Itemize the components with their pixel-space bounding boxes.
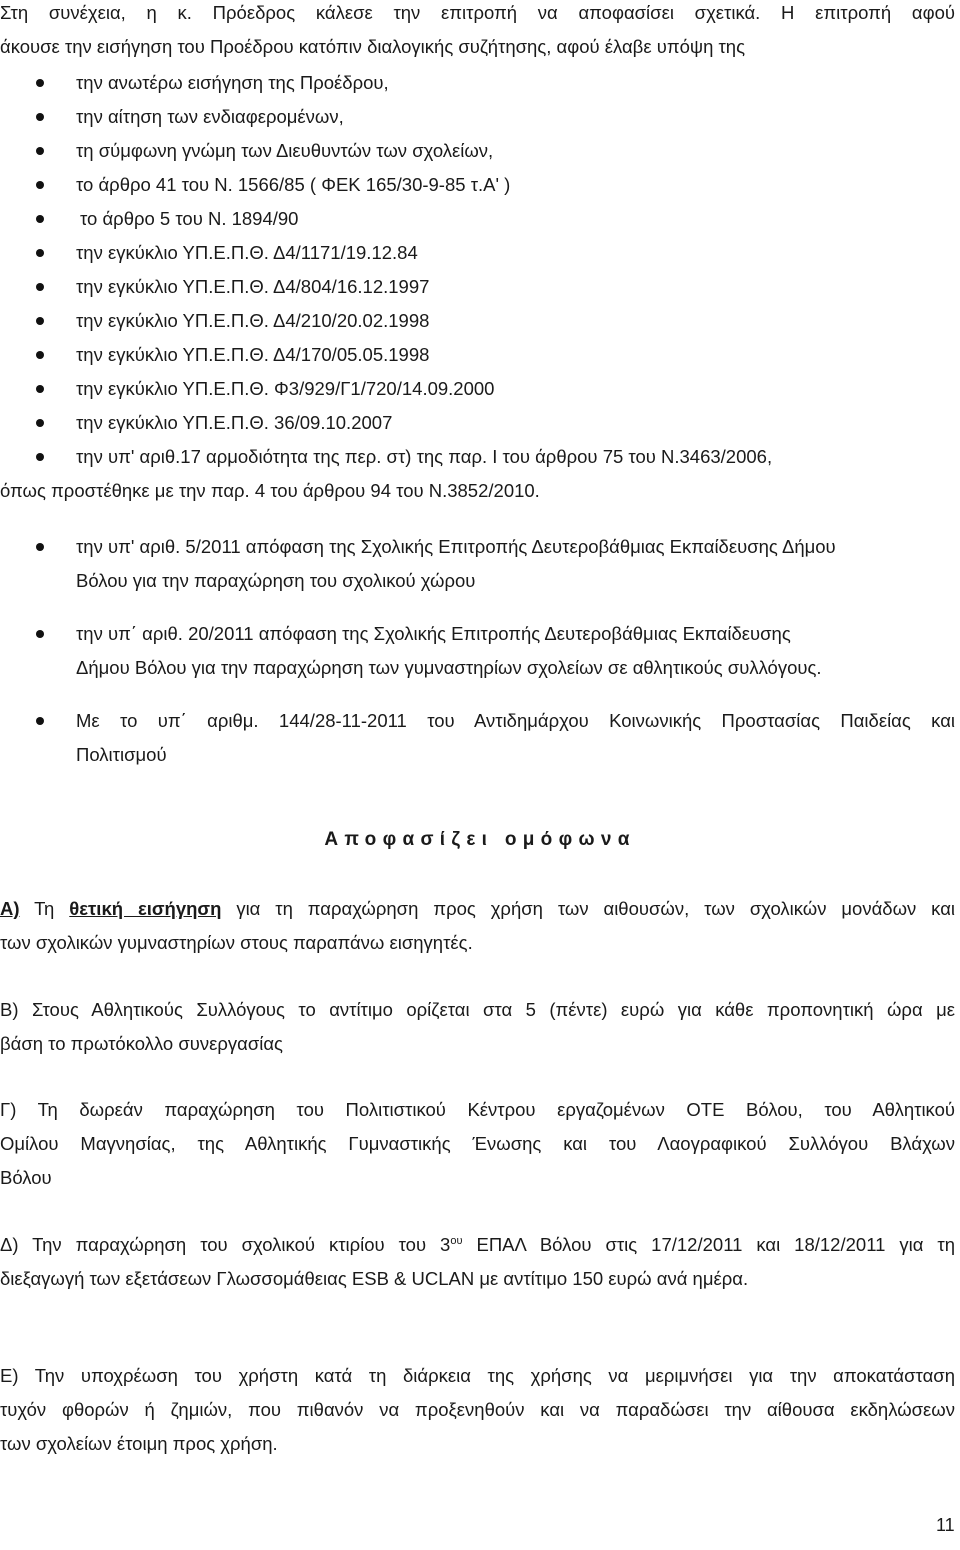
list-item-text: την ανωτέρω εισήγηση της Προέδρου, (76, 72, 389, 93)
decision-e-line-2: τυχόν φθορών ή ζημιών, που πιθανόν να προξενηθούν και να παραδώσει την αίθουσα εκδηλώσεων (0, 1399, 955, 1420)
decision-b-line-2: βάση το πρωτόκολλο συνεργασίας (0, 1033, 283, 1054)
intro-line-1: Στη συνέχεια, η κ. Πρόεδρος κάλεσε την επιτροπή να αποφασίσει σχετικά. Η επιτροπή αφού (0, 2, 955, 23)
list-item-text: την εγκύκλιο ΥΠ.Ε.Π.Θ. 36/09.10.2007 (76, 412, 393, 433)
bullet-icon (36, 385, 44, 393)
list-item-text: την εγκύκλιο ΥΠ.Ε.Π.Θ. Δ4/210/20.02.1998 (76, 310, 430, 331)
bullet-icon (36, 249, 44, 257)
list-item-text: Βόλου για την παραχώρηση του σχολικού χώρου (76, 570, 476, 591)
list-item-text: τη σύμφωνη γνώμη των Διευθυντών των σχολείων, (76, 140, 494, 161)
decision-a-line-2: των σχολικών γυμναστηρίων στους παραπάνω εισηγητές. (0, 932, 473, 953)
bullet-icon (36, 351, 44, 359)
page-number: 11 (936, 1515, 955, 1535)
bullet-icon (36, 181, 44, 189)
bullet-icon (36, 419, 44, 427)
bullet-icon (36, 79, 44, 87)
list-item-text: Με το υπ΄ αριθμ. 144/28-11-2011 του Αντιδημάρχου Κοινωνικής Προστασίας Παιδείας και (76, 710, 955, 731)
bullet-icon (36, 543, 44, 551)
decision-d-post: ΕΠΑΛ Βόλου στις 17/12/2011 και 18/12/2011 για τη (462, 1234, 955, 1255)
list-item-text: το άρθρο 5 του Ν. 1894/90 (80, 208, 299, 229)
decision-c-line-3: Βόλου (0, 1167, 52, 1188)
decision-c-line-2: Ομίλου Μαγνησίας, της Αθλητικής Γυμναστικής Ένωσης και του Λαογραφικού Συλλόγου Βλάχων (0, 1133, 955, 1154)
decision-a-label: Α) (0, 898, 20, 919)
list-item-text: την αίτηση των ενδιαφερομένων, (76, 106, 344, 127)
decision-a-pre: Τη (19, 898, 70, 919)
decision-d-sup: ου (450, 1234, 463, 1247)
list-item-continuation: όπως προστέθηκε με την παρ. 4 του άρθρου 94 του Ν.3852/2010. (0, 480, 540, 501)
decision-d-line-2: διεξαγωγή των εξετάσεων Γλωσσομάθειας ESB & UCLAN με αντίτιμο 150 ευρώ ανά ημέρα. (0, 1268, 749, 1289)
list-item-text: την υπ΄ αριθ. 20/2011 απόφαση της Σχολικής Επιτροπής Δευτεροβάθμιας Εκπαίδευσης (76, 623, 791, 644)
decision-e-line-3: των σχολείων έτοιμη προς χρήση. (0, 1433, 278, 1454)
list-item-text: την υπ' αριθ.17 αρμοδιότητα της περ. στ) της παρ. Ι του άρθρου 75 του Ν.3463/2006, (76, 446, 773, 467)
bullet-icon (36, 717, 44, 725)
decision-d-pre: Δ) Την παραχώρηση του σχολικού κτιρίου του 3 (0, 1234, 451, 1255)
decision-b-line-1: Β) Στους Αθλητικούς Συλλόγους το αντίτιμο ορίζεται στα 5 (πέντε) ευρώ για κάθε προπονητική ώρα με (0, 999, 955, 1020)
bullet-icon (36, 317, 44, 325)
list-item-text: Δήμου Βόλου για την παραχώρηση των γυμναστηρίων σχολείων σε αθλητικούς συλλόγους. (76, 657, 822, 678)
bullet-icon (36, 215, 44, 223)
list-item-text: Πολιτισμού (76, 744, 167, 765)
list-item-text: την εγκύκλιο ΥΠ.Ε.Π.Θ. Φ3/929/Γ1/720/14.09.2000 (76, 378, 495, 399)
decision-d-line-1 (0, 1232, 955, 1258)
list-item-text: την εγκύκλιο ΥΠ.Ε.Π.Θ. Δ4/804/16.12.1997 (76, 276, 430, 297)
decision-a-emphasis: θετική εισήγηση (69, 898, 222, 919)
decision-c-line-1: Γ) Τη δωρεάν παραχώρηση του Πολιτιστικού Κέντρου εργαζομένων ΟΤΕ Βόλου, του Αθλητικού (0, 1099, 955, 1120)
intro-line-2: άκουσε την εισήγηση του Προέδρου κατόπιν διαλογικής συζήτησης, αφού έλαβε υπόψη της (0, 36, 746, 57)
bullet-icon (36, 147, 44, 155)
decision-e-line-1: Ε) Την υποχρέωση του χρήστη κατά τη διάρκεια της χρήσης να μεριμνήσει για την αποκατάσταση (0, 1365, 955, 1386)
decision-a-rest: για τη παραχώρηση προς χρήση των αιθουσών, των σχολικών μονάδων και (221, 898, 956, 919)
bullet-icon (36, 453, 44, 461)
list-item-text: την υπ' αριθ. 5/2011 απόφαση της Σχολικής Επιτροπής Δευτεροβάθμιας Εκπαίδευσης Δήμου (76, 536, 836, 557)
list-item-text: την εγκύκλιο ΥΠ.Ε.Π.Θ. Δ4/1171/19.12.84 (76, 242, 418, 263)
bullet-icon (36, 113, 44, 121)
decision-heading: Αποφασίζει ομόφωνα (324, 829, 636, 850)
decision-a-line-1 (0, 896, 955, 922)
list-item-text: το άρθρο 41 του Ν. 1566/85 ( ΦΕΚ 165/30-9-85 τ.Α' ) (76, 174, 511, 195)
bullet-icon (36, 283, 44, 291)
list-item-text: την εγκύκλιο ΥΠ.Ε.Π.Θ. Δ4/170/05.05.1998 (76, 344, 430, 365)
bullet-icon (36, 630, 44, 638)
